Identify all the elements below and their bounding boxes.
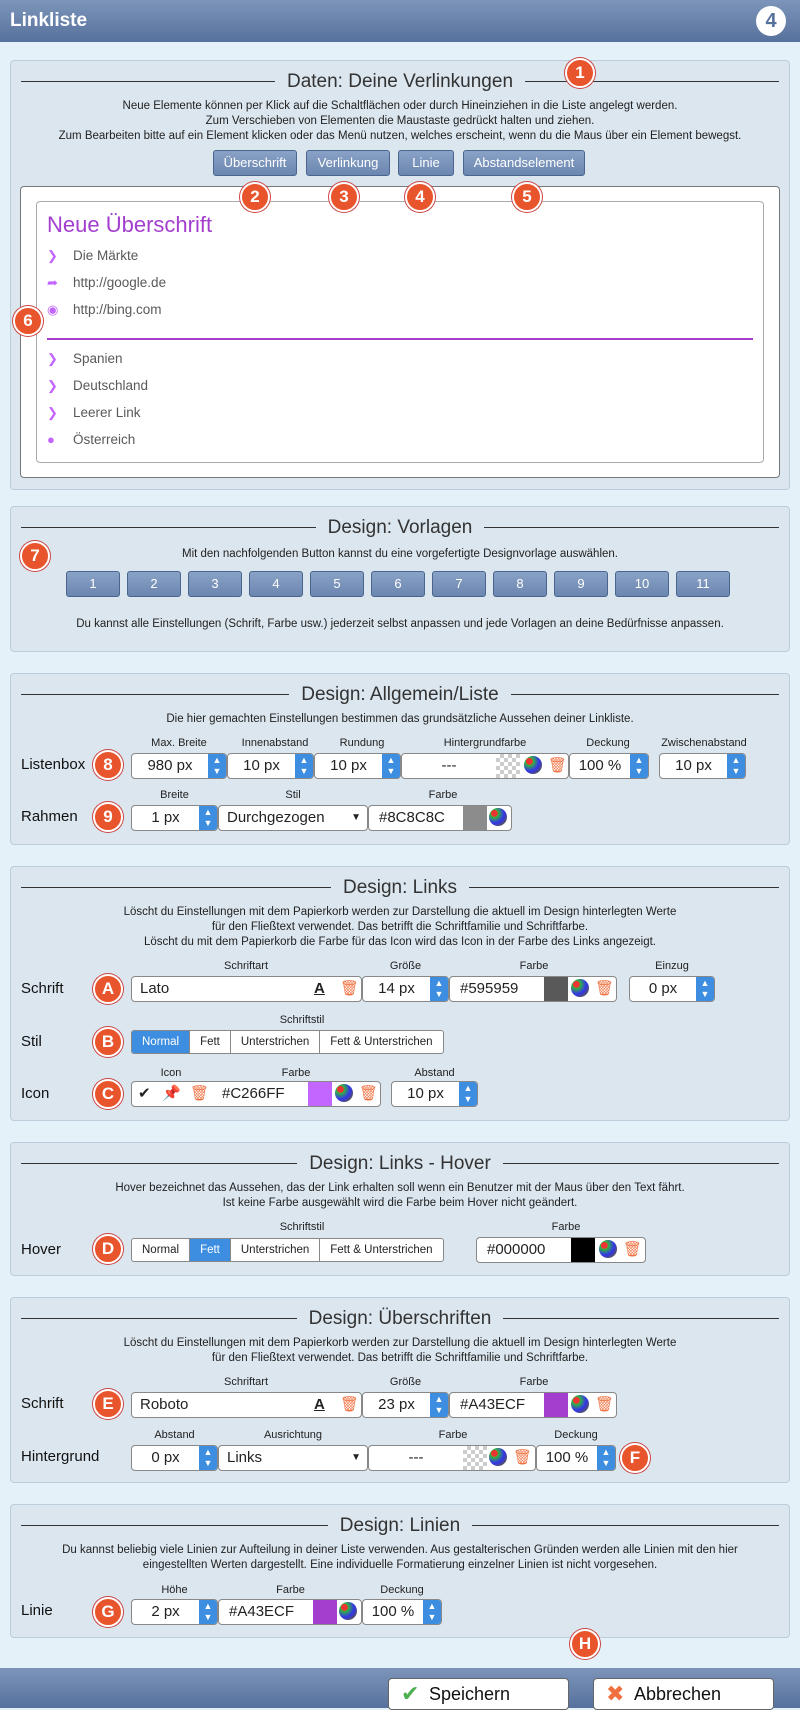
caption: Einzug: [655, 960, 689, 972]
opacity-input[interactable]: 100 % ▲ ▼: [569, 753, 649, 779]
add-line-button[interactable]: Linie: [398, 150, 454, 176]
caption: Größe: [389, 1376, 422, 1388]
caption: Farbe: [438, 1429, 468, 1441]
annotation-badge: 1: [565, 58, 595, 88]
hover-style-segmented[interactable]: [131, 1238, 444, 1262]
caption: Größe: [389, 960, 422, 972]
caption: Abstand: [414, 1067, 455, 1079]
caption: Farbe: [428, 789, 458, 801]
template-button-10[interactable]: 10: [615, 571, 669, 597]
annotation-badge: B: [93, 1027, 123, 1057]
template-button-6[interactable]: 6: [371, 571, 425, 597]
caption: Farbe: [276, 1584, 305, 1596]
trash-icon[interactable]: 🗑: [340, 1396, 360, 1413]
style-normal-option[interactable]: Normal: [132, 1031, 190, 1053]
section-title: Design: Vorlagen: [316, 517, 485, 538]
font-style-segmented[interactable]: [131, 1030, 444, 1054]
spinner-arrows-icon[interactable]: ▲ ▼: [199, 806, 217, 830]
chevron-right-icon: ❯: [47, 405, 58, 420]
heading-size-input[interactable]: 23 px ▲ ▼: [362, 1392, 449, 1418]
listenbox-label: Listenbox: [21, 756, 86, 773]
palette-icon[interactable]: [599, 1240, 617, 1258]
info-text: Neue Elemente können per Klick auf die Schaltflächen oder durch Hineinziehen in die Liste angelegt werden. Zum Verschieben von Elementen die Maustaste gedrückt halten und ziehen. Zum Bearbeiten bitte auf ein Element klicken oder das Menü nutzen, welches erscheint, wenn du die Maus über ein Element bewegst.: [58, 100, 742, 142]
chevron-right-icon: ❯: [47, 351, 58, 366]
list-item[interactable]: ◉ http://bing.com: [47, 302, 162, 317]
caption: Farbe: [281, 1067, 311, 1079]
border-color-input[interactable]: #8C8C8C: [368, 805, 512, 831]
max-width-input[interactable]: 980 px ▲ ▼: [131, 753, 227, 779]
list-item[interactable]: ❯ Spanien: [47, 351, 123, 366]
annotation-badge: 6: [13, 306, 43, 336]
font-color-input[interactable]: #595959 🗑: [449, 976, 617, 1002]
template-button-2[interactable]: 2: [127, 571, 181, 597]
palette-icon[interactable]: [524, 756, 542, 774]
border-width-input[interactable]: 1 px ▲ ▼: [131, 805, 218, 831]
chevron-down-icon: ▼: [351, 812, 361, 823]
palette-icon[interactable]: [335, 1084, 353, 1102]
schrift-label: Schrift: [21, 980, 64, 997]
title-bar: [0, 0, 800, 42]
list-heading[interactable]: Neue Überschrift: [47, 212, 213, 237]
annotation-badge: C: [93, 1079, 123, 1109]
chevron-right-icon: ❯: [47, 378, 58, 393]
info-text: Du kannst beliebig viele Linien zur Aufteilung in deiner Liste verwenden. Aus gestalterischen Gründen werden alle Linien mit den hier eingestellten Werten dargestellt. Eine individuelle Formatierung einzelner Linien ist nicht vorgesehen.: [62, 1544, 738, 1571]
info-text: Du kannst alle Einstellungen (Schrift, Farbe usw.) jederzeit selbst anpassen und jede Vorlagen an deine Bedürfnisse anpassen.: [76, 618, 724, 630]
border-style-select[interactable]: Durchgezogen ▼: [218, 805, 368, 831]
window-title: Linkliste: [10, 10, 88, 31]
hover-label: Hover: [21, 1241, 62, 1258]
info-text: Mit den nachfolgenden Button kannst du eine vorgefertigte Designvorlage auswählen.: [181, 548, 618, 560]
info-text: Hover bezeichnet das Aussehen, das der Link erhalten soll wenn ein Benutzer mit der Maus über den Text fährt. Ist keine Farbe ausgewählt wird die Farbe beim Hover nicht geändert.: [115, 1182, 685, 1209]
caption: Hintergrundfarbe: [443, 737, 527, 749]
section-title: Design: Linien: [328, 1515, 472, 1536]
caption: Stil: [285, 789, 301, 801]
template-button-7[interactable]: 7: [432, 571, 486, 597]
style-bold-underline-option[interactable]: Fett & Unterstrichen: [330, 1244, 433, 1256]
eye-icon: ◉: [47, 302, 59, 317]
spinner-arrows-icon[interactable]: ▲ ▼: [727, 754, 745, 778]
spinner-arrows-icon[interactable]: ▲ ▼: [630, 754, 648, 778]
indent-input[interactable]: 0 px ▲ ▼: [629, 976, 715, 1002]
spinner-arrows-icon[interactable]: ▲ ▼: [208, 754, 226, 778]
checkmark-icon: ✔: [401, 1681, 420, 1706]
spinner-arrows-icon[interactable]: ▲ ▼: [423, 1600, 441, 1624]
annotation-badge: 8: [93, 750, 123, 780]
template-button-9[interactable]: 9: [554, 571, 608, 597]
radius-input[interactable]: 10 px ▲ ▼: [314, 753, 401, 779]
annotation-badge: G: [93, 1597, 123, 1627]
caption: Schriftart: [223, 960, 268, 972]
info-text: Löscht du Einstellungen mit dem Papierkorb werden zur Darstellung die aktuell im Design hinterlegten Werte für den Fließtext verwendet. Das betrifft die Schriftfamilie und Schriftfarbe. Löscht du mit dem Papierkorb die Farbe für das Icon wird das Icon in der Farbe des Links angezeigt.: [123, 906, 677, 948]
color-swatch: [313, 1600, 337, 1624]
template-button-1[interactable]: 1: [66, 571, 120, 597]
spinner-arrows-icon[interactable]: ▲ ▼: [382, 754, 400, 778]
list-item[interactable]: ❯ Die Märkte: [47, 248, 139, 263]
annotation-badge: 3: [329, 182, 359, 212]
spinner-arrows-icon[interactable]: ▲ ▼: [295, 754, 313, 778]
template-button-8[interactable]: 8: [493, 571, 547, 597]
spinner-arrows-icon[interactable]: ▲ ▼: [199, 1600, 217, 1624]
circle-chevron-icon: ●: [47, 432, 55, 447]
app-logo-icon: 4: [756, 6, 786, 36]
section-title: Design: Überschriften: [297, 1308, 504, 1329]
caption: Farbe: [519, 1376, 549, 1388]
spinner-arrows-icon[interactable]: ▲ ▼: [430, 977, 448, 1001]
annotation-badge: H: [570, 1629, 600, 1659]
link-list-editor[interactable]: [20, 186, 780, 478]
heading-opacity-input[interactable]: 100 % ▲ ▼: [536, 1445, 616, 1471]
add-link-button[interactable]: Verlinkung: [306, 150, 390, 176]
font-icon: A: [314, 980, 325, 997]
template-button-3[interactable]: 3: [188, 571, 242, 597]
heading-font-input[interactable]: Roboto A 🗑: [131, 1392, 362, 1418]
template-button-5[interactable]: 5: [310, 571, 364, 597]
pin-icon[interactable]: 📌: [162, 1085, 181, 1102]
list-divider-line[interactable]: [47, 338, 753, 340]
item-spacing-input[interactable]: 10 px ▲ ▼: [659, 753, 746, 779]
cancel-button[interactable]: ✖ Abbrechen: [593, 1678, 774, 1710]
trash-icon[interactable]: 🗑: [340, 980, 360, 997]
trash-icon[interactable]: 🗑: [595, 1396, 615, 1413]
style-bold-option[interactable]: Fett: [190, 1239, 231, 1261]
chevron-right-icon: ❯: [47, 248, 58, 263]
section-title: Daten: Deine Verlinkungen: [275, 71, 525, 92]
annotation-badge: 4: [405, 182, 435, 212]
icon-label: Icon: [21, 1085, 50, 1102]
list-item[interactable]: ● Österreich: [47, 432, 136, 447]
caption: Deckung: [586, 737, 630, 749]
heading-color-input[interactable]: #A43ECF 🗑: [449, 1392, 617, 1418]
icon-spacing-input[interactable]: 10 px ▲ ▼: [391, 1081, 478, 1107]
link-list-preview[interactable]: [36, 201, 764, 463]
spinner-arrows-icon[interactable]: ▲ ▼: [696, 977, 714, 1001]
caption: Ausrichtung: [263, 1429, 323, 1441]
spinner-arrows-icon[interactable]: ▲ ▼: [597, 1446, 615, 1470]
line-height-input[interactable]: 2 px ▲ ▼: [131, 1599, 218, 1625]
caption: Breite: [160, 789, 189, 801]
add-heading-button[interactable]: Überschrift: [213, 150, 297, 176]
caption: Rundung: [339, 737, 385, 749]
caption: Deckung: [554, 1429, 598, 1441]
hover-color-input[interactable]: #000000 🗑: [476, 1237, 646, 1263]
section-title: Design: Links - Hover: [297, 1153, 503, 1174]
style-underline-option[interactable]: Unterstrichen: [231, 1031, 320, 1053]
color-swatch: [544, 977, 568, 1001]
caption: Zwischenabstand: [661, 737, 747, 749]
annotation-badge: D: [93, 1234, 123, 1264]
caption: Innenabstand: [241, 737, 309, 749]
stil-label: Stil: [21, 1033, 42, 1050]
style-normal-option[interactable]: Normal: [132, 1239, 190, 1261]
trash-icon[interactable]: 🗑: [595, 980, 615, 997]
spinner-arrows-icon[interactable]: ▲ ▼: [459, 1082, 477, 1106]
color-swatch: [544, 1393, 568, 1417]
font-family-input[interactable]: Lato A 🗑: [131, 976, 362, 1002]
caption: Abstand: [154, 1429, 195, 1441]
palette-icon[interactable]: [571, 979, 589, 997]
annotation-badge: F: [620, 1443, 650, 1473]
info-text: Die hier gemachten Einstellungen bestimmen das grundsätzliche Aussehen deiner Linkliste.: [166, 713, 634, 725]
annotation-badge: 7: [20, 541, 50, 571]
caption: Schriftart: [223, 1376, 268, 1388]
trash-icon[interactable]: 🗑: [548, 757, 568, 774]
palette-icon[interactable]: [571, 1395, 589, 1413]
palette-icon[interactable]: [339, 1602, 357, 1620]
padding-input[interactable]: 10 px ▲ ▼: [227, 753, 314, 779]
color-swatch: [496, 754, 520, 778]
list-item[interactable]: ❯ Deutschland: [47, 378, 149, 393]
color-swatch: [463, 1446, 487, 1470]
rahmen-label: Rahmen: [21, 808, 78, 825]
color-swatch: [463, 806, 487, 830]
caption: Höhe: [161, 1584, 188, 1596]
annotation-badge: 9: [93, 802, 123, 832]
trash-icon[interactable]: 🗑: [513, 1449, 533, 1466]
trash-icon[interactable]: 🗑: [359, 1085, 379, 1102]
background-color-input[interactable]: --- 🗑: [401, 753, 569, 779]
list-item[interactable]: ➦ http://google.de: [47, 275, 167, 290]
caption: Farbe: [519, 960, 549, 972]
font-icon: A: [314, 1396, 325, 1413]
info-text: Löscht du Einstellungen mit dem Papierkorb werden zur Darstellung die aktuell im Design hinterlegten Werte für den Fließtext verwendet. Das betrifft die Schriftfamilie und Schriftfarbe.: [123, 1337, 677, 1364]
section-title: Design: Links: [331, 877, 469, 898]
annotation-badge: A: [93, 974, 123, 1004]
palette-icon[interactable]: [489, 1448, 507, 1466]
color-swatch: [308, 1082, 332, 1106]
list-item[interactable]: ❯ Leerer Link: [47, 405, 141, 420]
chevron-down-icon: ▼: [351, 1452, 361, 1463]
style-bold-option[interactable]: Fett: [190, 1031, 231, 1053]
line-color-input[interactable]: #A43ECF: [218, 1599, 362, 1625]
caption: Farbe: [551, 1221, 581, 1233]
heading-background-input[interactable]: --- 🗑: [368, 1445, 536, 1471]
font-size-input[interactable]: 14 px ▲ ▼: [362, 976, 449, 1002]
heading-spacing-input[interactable]: 0 px ▲ ▼: [131, 1445, 218, 1471]
style-underline-option[interactable]: Unterstrichen: [231, 1239, 320, 1261]
caption: Schriftstil: [279, 1014, 325, 1026]
template-button-11[interactable]: 11: [676, 571, 730, 597]
trash-icon[interactable]: 🗑: [623, 1241, 643, 1258]
template-button-4[interactable]: 4: [249, 571, 303, 597]
line-opacity-input[interactable]: 100 % ▲ ▼: [362, 1599, 442, 1625]
icon-settings[interactable]: ✔ 📌 🗑 #C266FF 🗑: [131, 1081, 381, 1107]
annotation-badge: 5: [512, 182, 542, 212]
caption: Schriftstil: [279, 1221, 325, 1233]
add-spacer-button[interactable]: Abstandselement: [463, 150, 585, 176]
checkmark-icon[interactable]: ✔: [138, 1085, 151, 1102]
linie-label: Linie: [21, 1602, 53, 1619]
annotation-badge: 2: [240, 182, 270, 212]
alignment-select[interactable]: Links ▼: [218, 1445, 368, 1471]
caption: Icon: [160, 1067, 182, 1079]
section-title: Design: Allgemein/Liste: [289, 684, 511, 705]
share-arrow-icon: ➦: [47, 275, 58, 290]
caption: Max. Breite: [151, 737, 207, 749]
spinner-arrows-icon[interactable]: ▲ ▼: [430, 1393, 448, 1417]
trash-icon[interactable]: 🗑: [190, 1085, 210, 1102]
hintergrund-label: Hintergrund: [21, 1448, 100, 1465]
caption: Deckung: [380, 1584, 424, 1596]
save-button[interactable]: ✔ Speichern: [388, 1678, 569, 1710]
annotation-badge: E: [93, 1389, 123, 1419]
close-icon: ✖: [606, 1681, 625, 1706]
spinner-arrows-icon[interactable]: ▲ ▼: [199, 1446, 217, 1470]
color-swatch: [571, 1238, 595, 1262]
style-bold-underline-option[interactable]: Fett & Unterstrichen: [330, 1036, 433, 1048]
schrift-label: Schrift: [21, 1395, 64, 1412]
palette-icon[interactable]: [489, 808, 507, 826]
